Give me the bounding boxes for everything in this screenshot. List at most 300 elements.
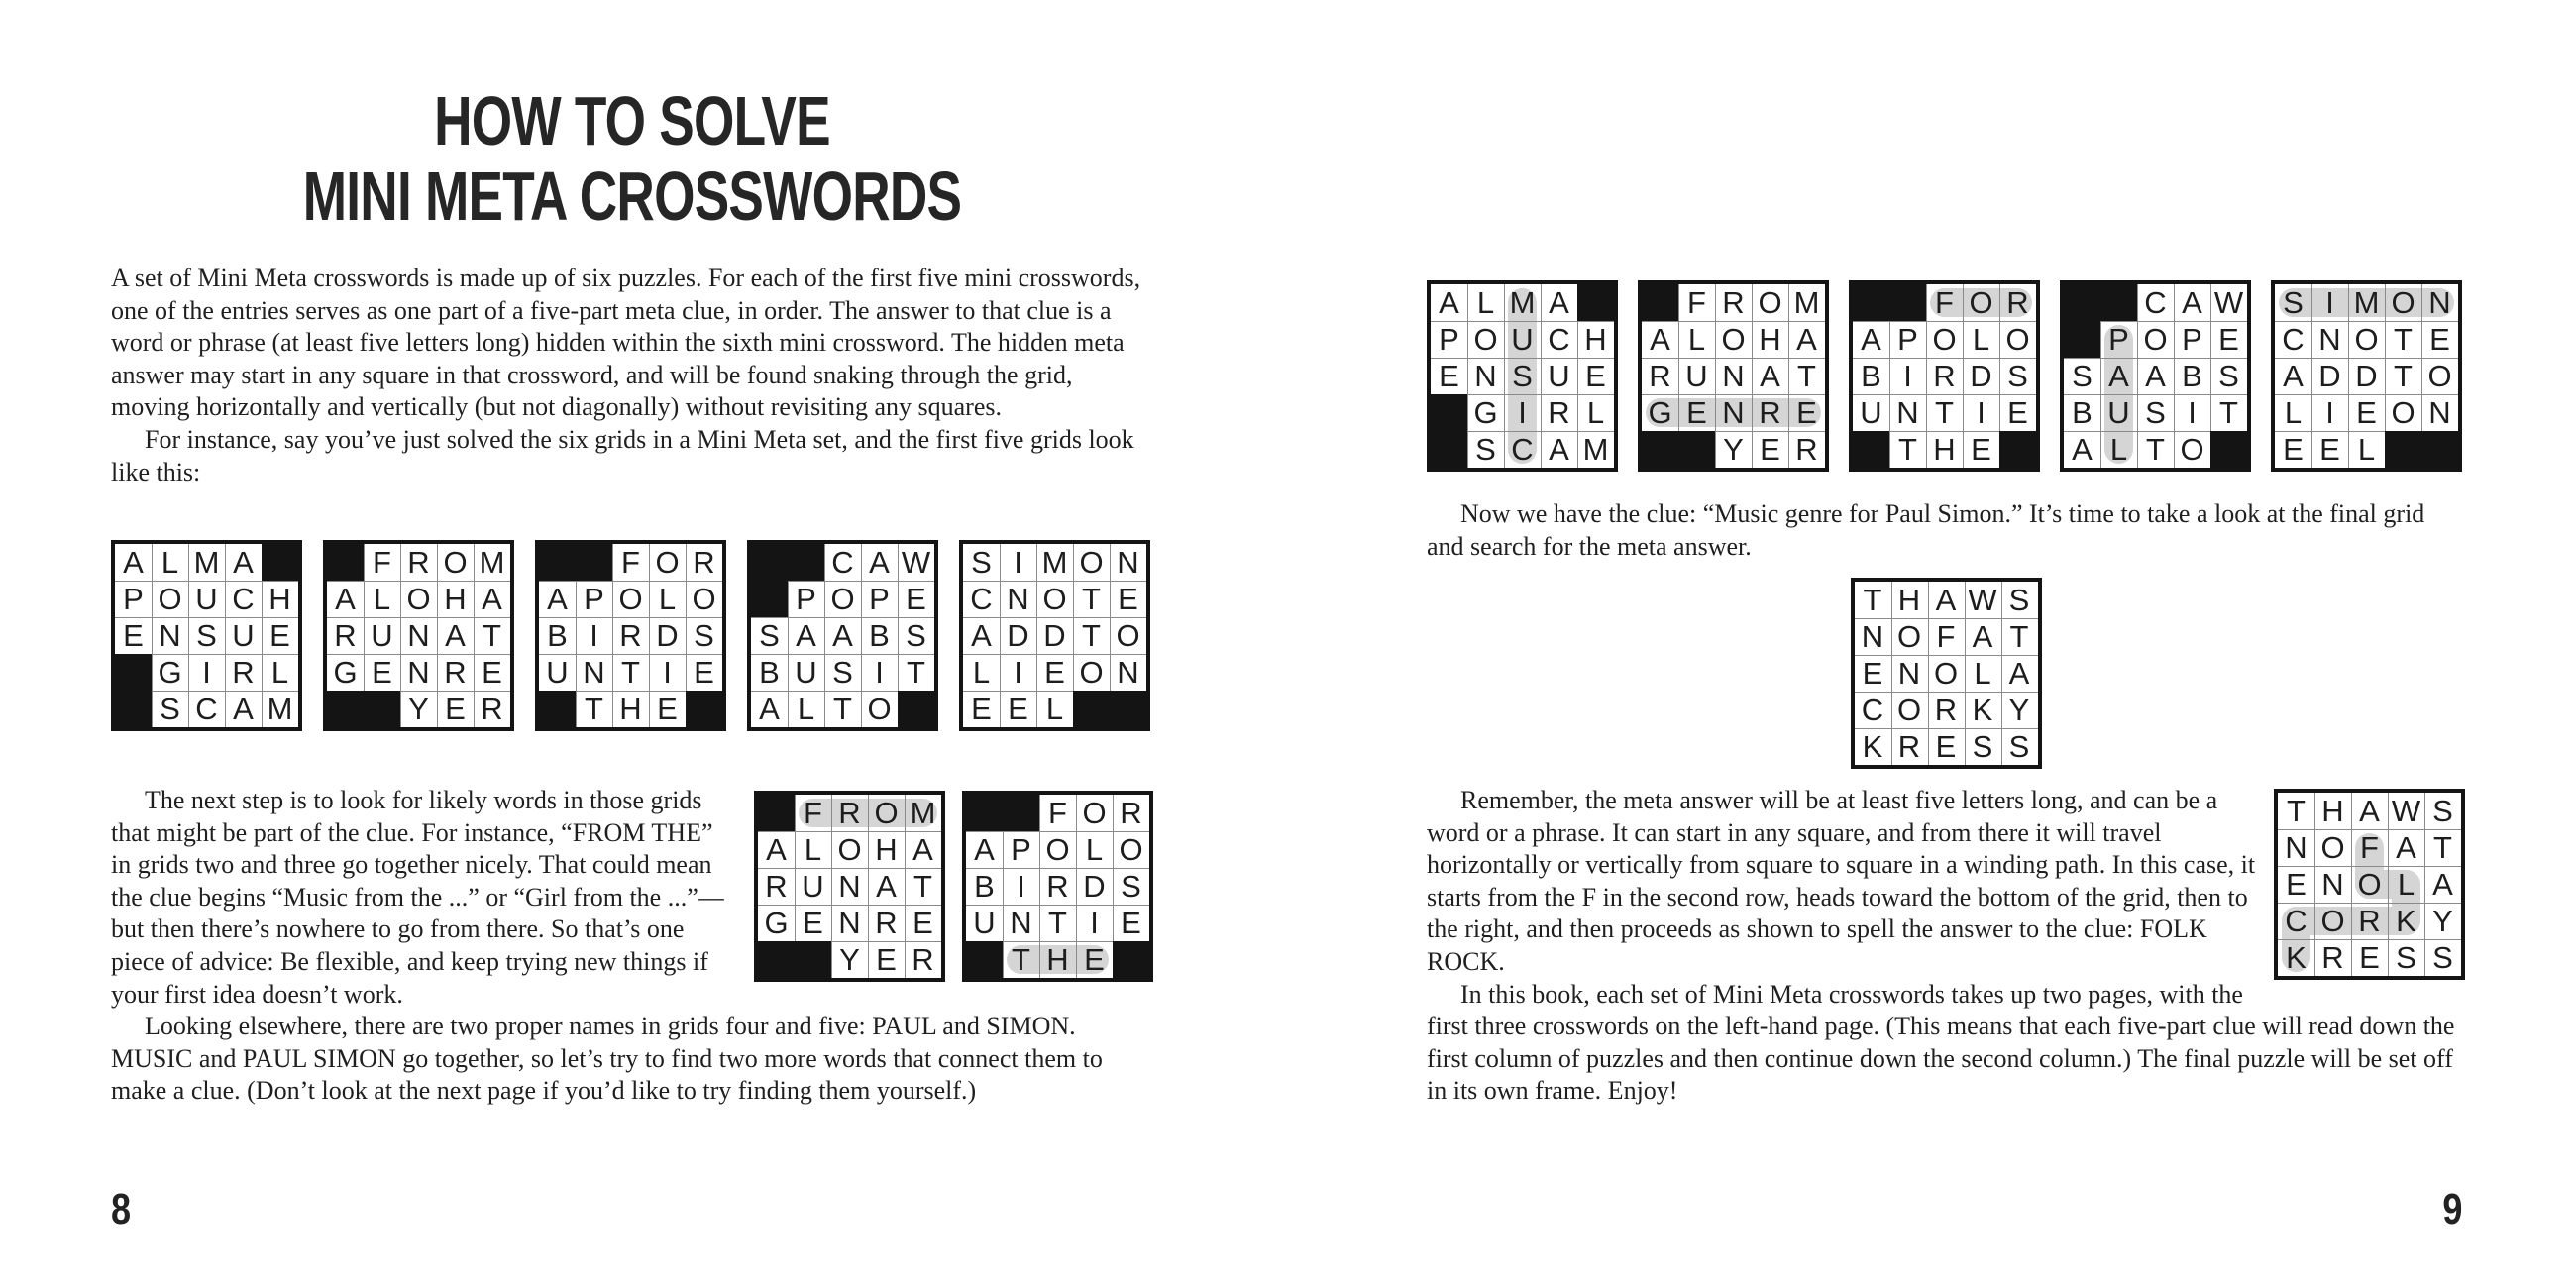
- grid-cell-letter: Y: [2008, 693, 2030, 727]
- grid-cell-letter: A: [876, 869, 897, 904]
- grid-cell-letter: E: [1121, 906, 1141, 940]
- final-grid-container: [1427, 578, 2465, 769]
- grid-cell-letter: W: [2213, 285, 2244, 320]
- grid-cell-letter: E: [445, 692, 466, 726]
- grid-cell-letter: O: [1896, 693, 1922, 727]
- grid-cell-letter: O: [2005, 322, 2030, 357]
- grid-cell-letter: A: [974, 832, 995, 867]
- grid-cell-letter: O: [1758, 285, 1782, 320]
- grid-black-square: [2210, 431, 2247, 468]
- grid-cell-letter: P: [584, 582, 604, 616]
- grid-cell-letter: P: [1439, 322, 1459, 357]
- grid-cell-letter: P: [2182, 322, 2202, 357]
- grid-cell-letter: S: [694, 618, 714, 653]
- grid-cell-letter: L: [2357, 432, 2376, 467]
- grid-cell-letter: O: [1119, 832, 1143, 867]
- grid-cell-letter: S: [2432, 794, 2453, 828]
- grid-cell-letter: Y: [408, 692, 429, 726]
- grid-cell-letter: N: [2428, 285, 2451, 320]
- grid-cell-letter: K: [2286, 940, 2307, 975]
- grid-cell-letter: T: [1048, 906, 1067, 940]
- grid-cell-letter: B: [2182, 359, 2202, 393]
- grid-cell-letter: N: [407, 618, 430, 653]
- grid-cell-letter: I: [2188, 395, 2197, 430]
- grid-cell-letter: T: [1082, 618, 1101, 653]
- grid-cell-letter: O: [1082, 796, 1107, 830]
- grid-cell-letter: E: [1796, 395, 1817, 430]
- grid-black-square: [898, 691, 934, 727]
- grid-black-square: [327, 691, 364, 727]
- crossword-grid-final-folk-rock: [2274, 789, 2465, 980]
- grid-cell-letter: N: [1861, 619, 1884, 654]
- grid-cell-letter: D: [1043, 618, 1066, 653]
- grid-cell-letter: A: [335, 582, 356, 616]
- grid-cell-letter: M: [1509, 285, 1536, 320]
- grid-cell-letter: R: [334, 618, 357, 653]
- grid-cell-letter: N: [1117, 545, 1139, 580]
- grid-cell-letter: U: [795, 655, 817, 690]
- grid-cell-letter: U: [232, 618, 255, 653]
- crossword-grid-caw-paul: [2060, 280, 2251, 472]
- grid-cell-letter: I: [2325, 395, 2334, 430]
- grid-black-square: [966, 795, 1003, 831]
- crossword-grid-for-the: [962, 791, 1153, 982]
- grid-cell-letter: M: [479, 545, 505, 580]
- next-step-paragraph: The next step is to look for likely words in those grids that might be part of the clue. For instance, “FROM THE” in grids two and three go together nicely. That could mean the clue begins “Music from the ...” or “Girl from the ...”—but then there’s nowhere to go from there. So that’s one piece of advice: Be flexible, and keep trying new things if your first idea doesn’t work.: [111, 786, 724, 1009]
- grid-black-square: [2385, 431, 2421, 468]
- grid-black-square: [1110, 691, 1146, 727]
- grid-cell-letter: A: [1935, 583, 1957, 617]
- grid-cell-letter: T: [1898, 432, 1917, 467]
- grid-black-square: [758, 795, 795, 831]
- grid-cell-letter: C: [970, 582, 993, 616]
- grid-cell-letter: S: [196, 618, 217, 653]
- grid-cell-letter: N: [838, 906, 861, 940]
- grid-cell-letter: O: [443, 545, 468, 580]
- grid-cell-letter: C: [232, 582, 255, 616]
- grid-cell-letter: O: [1116, 618, 1140, 653]
- title-line-2: MINI META CROSSWORDS: [302, 158, 962, 235]
- grid-cell-letter: R: [2358, 904, 2381, 938]
- grid-cell-letter: L: [2397, 867, 2415, 902]
- grid-cell-letter: O: [2391, 395, 2415, 430]
- grid-black-square: [364, 691, 400, 727]
- grid-cell-letter: G: [1473, 395, 1498, 430]
- clue-paragraph: Now we have the clue: “Music genre for Paul Simon.” It’s time to take a look at the final grid and search for the meta answer.: [1427, 499, 2425, 561]
- grid-cell-letter: T: [1797, 359, 1816, 393]
- grid-cell-letter: S: [906, 618, 926, 653]
- grid-cell-letter: I: [1977, 395, 1986, 430]
- grid-black-square: [115, 654, 152, 691]
- grid-cell-letter: O: [1933, 656, 1959, 691]
- grid-cell-letter: T: [907, 655, 925, 690]
- grid-cell-letter: R: [232, 655, 255, 690]
- grid-cell-letter: F: [1936, 619, 1956, 654]
- grid-cell-letter: Y: [839, 942, 860, 977]
- grid-cell-letter: S: [2008, 583, 2030, 617]
- crossword-grid-final: [1851, 578, 2042, 769]
- grid-cell-letter: E: [2356, 395, 2377, 430]
- grid-cell-letter: U: [973, 906, 996, 940]
- grid-cell-letter: K: [1972, 693, 1993, 727]
- grid-cell-letter: R: [912, 942, 934, 977]
- grid-black-square: [788, 544, 824, 581]
- grid-cell-letter: L: [1476, 285, 1495, 320]
- grid-cell-letter: A: [1549, 285, 1569, 320]
- grid-cell-letter: T: [2394, 322, 2413, 357]
- grid-black-square: [1999, 431, 2036, 468]
- for-instance-paragraph: For instance, say you’ve just solved the six grids in a Mini Meta set, and the first five grids look like this:: [111, 424, 1134, 486]
- grid-cell-letter: A: [2108, 359, 2129, 393]
- grid-cell-letter: A: [233, 692, 254, 726]
- grid-cell-letter: E: [657, 692, 678, 726]
- folk-rock-grid-container: [2274, 789, 2465, 980]
- grid-cell-letter: N: [838, 869, 861, 904]
- crossword-grid-caw: [747, 540, 938, 731]
- grid-black-square: [1431, 431, 1467, 468]
- grid-cell-letter: N: [1722, 395, 1745, 430]
- grid-cell-letter: B: [1861, 359, 1881, 393]
- grid-cell-letter: H: [1933, 432, 1956, 467]
- grid-cell-letter: W: [901, 545, 931, 580]
- grid-cell-letter: I: [1017, 869, 1025, 904]
- grid-cell-letter: H: [444, 582, 467, 616]
- grid-cell-letter: S: [2007, 359, 2028, 393]
- grid-cell-letter: F: [373, 545, 391, 580]
- grid-cell-letter: S: [2218, 359, 2239, 393]
- grid-cell-letter: G: [764, 906, 789, 940]
- grid-cell-letter: S: [971, 545, 992, 580]
- grid-cell-letter: H: [1584, 322, 1607, 357]
- grid-cell-letter: R: [1795, 432, 1818, 467]
- grid-cell-letter: H: [2321, 794, 2344, 828]
- grid-cell-letter: T: [1863, 583, 1882, 617]
- grid-cell-letter: O: [2427, 359, 2452, 393]
- grid-cell-letter: R: [765, 869, 788, 904]
- grid-cell-letter: F: [1048, 796, 1067, 830]
- grid-cell-letter: S: [2283, 285, 2304, 320]
- grid-black-square: [1678, 431, 1715, 468]
- grid-cell-letter: A: [2283, 359, 2304, 393]
- grid-cell-letter: O: [830, 582, 855, 616]
- grid-cell-letter: A: [1972, 619, 1993, 654]
- grid-cell-letter: P: [2108, 322, 2129, 357]
- grid-cell-letter: E: [1044, 655, 1065, 690]
- grid-cell-letter: R: [1649, 359, 1671, 393]
- grid-cell-letter: W: [1968, 583, 1997, 617]
- grid-cell-letter: T: [2219, 395, 2238, 430]
- grid-cell-letter: L: [972, 655, 991, 690]
- grid-black-square: [1642, 284, 1678, 321]
- grid-cell-letter: I: [590, 618, 598, 653]
- grid-cell-letter: R: [1120, 796, 1142, 830]
- grid-cell-letter: Y: [2432, 904, 2453, 938]
- crossword-grid-for: [535, 540, 726, 731]
- grid-cell-letter: E: [1008, 692, 1028, 726]
- grid-cell-letter: A: [233, 545, 254, 580]
- grid-cell-letter: I: [1090, 906, 1099, 940]
- grid-cell-letter: T: [585, 692, 603, 726]
- grid-cell-letter: A: [2359, 794, 2380, 828]
- grid-cell-letter: P: [869, 582, 890, 616]
- crossword-grid-alma-music: [1427, 280, 1618, 472]
- grid-black-square: [1003, 795, 1039, 831]
- grid-cell-letter: O: [2180, 432, 2204, 467]
- grid-cell-letter: O: [1042, 582, 1067, 616]
- grid-cell-letter: N: [1896, 395, 1919, 430]
- grid-black-square: [966, 941, 1003, 978]
- grid-cell-letter: E: [2286, 867, 2307, 902]
- grid-cell-letter: A: [1796, 322, 1817, 357]
- crossword-grid-alma: [111, 540, 302, 731]
- grid-cell-letter: A: [796, 618, 816, 653]
- grid-cell-letter: C: [1511, 432, 1534, 467]
- grid-cell-letter: A: [1650, 322, 1670, 357]
- grid-cell-letter: O: [2357, 867, 2382, 902]
- grid-black-square: [758, 941, 795, 978]
- grid-cell-letter: N: [583, 655, 605, 690]
- grid-cell-letter: C: [2144, 285, 2167, 320]
- grid-cell-letter: A: [123, 545, 144, 580]
- grid-cell-letter: P: [796, 582, 816, 616]
- clue-block: [1427, 498, 2465, 563]
- grid-cell-letter: A: [482, 582, 502, 616]
- grid-cell-letter: O: [2143, 322, 2168, 357]
- grid-cell-letter: T: [1935, 395, 1954, 430]
- grid-cell-letter: E: [1686, 395, 1707, 430]
- grid-cell-letter: H: [619, 692, 642, 726]
- grid-black-square: [1113, 941, 1149, 978]
- grid-cell-letter: E: [1118, 582, 1138, 616]
- grid-cell-letter: R: [1046, 869, 1069, 904]
- grid-cell-letter: E: [906, 582, 926, 616]
- grid-cell-letter: H: [1046, 942, 1069, 977]
- grid-cell-letter: O: [2391, 285, 2415, 320]
- grid-cell-letter: K: [1862, 729, 1883, 764]
- grid-cell-letter: R: [1548, 395, 1570, 430]
- grid-cell-letter: C: [2282, 322, 2305, 357]
- grid-cell-letter: A: [2182, 285, 2202, 320]
- grid-cell-letter: O: [1079, 545, 1104, 580]
- grid-cell-letter: C: [831, 545, 854, 580]
- grid-cell-letter: E: [1760, 432, 1780, 467]
- grid-cell-letter: U: [1511, 322, 1534, 357]
- grid-cell-letter: N: [1117, 655, 1139, 690]
- grid-cell-letter: S: [759, 618, 780, 653]
- grid-cell-letter: O: [2320, 830, 2345, 865]
- grid-cell-letter: H: [1897, 583, 1921, 617]
- crossword-grid-simon-simon: [2271, 280, 2462, 472]
- grid-cell-letter: D: [2318, 359, 2341, 393]
- grid-cell-letter: E: [971, 692, 992, 726]
- grid-cell-letter: R: [1933, 359, 1956, 393]
- grid-cell-letter: T: [1012, 942, 1030, 977]
- grid-cell-letter: T: [1082, 582, 1101, 616]
- grid-cell-letter: A: [1439, 285, 1459, 320]
- grid-cell-letter: I: [202, 655, 211, 690]
- grid-cell-letter: S: [160, 692, 180, 726]
- grid-black-square: [327, 544, 364, 581]
- grid-cell-letter: E: [1971, 432, 1991, 467]
- grid-cell-letter: M: [1041, 545, 1068, 580]
- grid-cell-letter: A: [2008, 656, 2030, 691]
- page-number-right: 9: [2441, 1185, 2462, 1234]
- grid-cell-letter: S: [2145, 395, 2166, 430]
- grid-cell-letter: O: [1969, 285, 1993, 320]
- grid-cell-letter: R: [2321, 940, 2344, 975]
- grid-cell-letter: C: [1861, 693, 1884, 727]
- grid-cell-letter: A: [445, 618, 466, 653]
- grid-black-square: [1642, 431, 1678, 468]
- grid-cell-letter: S: [1475, 432, 1496, 467]
- grid-cell-letter: B: [2072, 395, 2093, 430]
- grid-cell-letter: F: [804, 796, 822, 830]
- grid-cell-letter: U: [1685, 359, 1708, 393]
- grid-cell-letter: E: [482, 655, 502, 690]
- grid-cell-letter: S: [1121, 869, 1141, 904]
- grid-cell-letter: O: [618, 582, 643, 616]
- grid-cell-letter: R: [481, 692, 503, 726]
- grid-black-square: [751, 581, 788, 617]
- grid-cell-letter: T: [833, 692, 852, 726]
- crossword-grid-from: [323, 540, 514, 731]
- intro-paragraph: A set of Mini Meta crosswords is made up of six puzzles. For each of the first five mini crosswords, one of the entries serves as one part of a five-part meta clue, in order. The answer to that clue is a word or phrase (at least five letters long) hidden within the sixth mini crossword. The hidden meta answer may start in any square in that crossword, and will be found snaking through the grid, moving horizontally and vertically (but not diagonally) without revisiting any squares.: [111, 264, 1141, 422]
- grid-black-square: [1577, 284, 1614, 321]
- grid-cell-letter: N: [159, 618, 181, 653]
- grid-black-square: [795, 941, 831, 978]
- grid-cell-letter: A: [1760, 359, 1780, 393]
- next-step-section: [111, 785, 1153, 1108]
- grid-cell-letter: O: [1045, 832, 1070, 867]
- grid-cell-letter: S: [2008, 729, 2030, 764]
- grid-cell-letter: O: [692, 582, 716, 616]
- grid-cell-letter: I: [663, 655, 672, 690]
- grid-cell-letter: D: [2355, 359, 2378, 393]
- grid-cell-letter: A: [766, 832, 787, 867]
- page-right: [1288, 0, 2576, 1288]
- grid-cell-letter: E: [1935, 729, 1957, 764]
- grid-cell-letter: N: [1474, 359, 1497, 393]
- grid-cell-letter: Y: [1723, 432, 1744, 467]
- grid-black-square: [686, 691, 722, 727]
- grid-cell-letter: I: [1903, 359, 1912, 393]
- remember-paragraph: Remember, the meta answer will be at least five letters long, and can be a word or a phrase. It can start in any square, and from there it will travel horizontally or vertically from square to square in a winding path. In this case, it starts from the F in the second row, heads toward the bottom of the grid, then to the right, and then proceeds as shown to spell the answer to the clue: FOLK ROCK.: [1427, 786, 2256, 976]
- clue-highlight-grids-row: [1427, 280, 2462, 472]
- grid-cell-letter: A: [2396, 830, 2416, 865]
- page-title: [111, 83, 1153, 234]
- crossword-grid-from-genre: [1638, 280, 1829, 472]
- grid-cell-letter: R: [1934, 693, 1958, 727]
- grid-cell-letter: E: [1084, 942, 1105, 977]
- grid-cell-letter: N: [1007, 582, 1029, 616]
- grid-cell-letter: B: [547, 618, 568, 653]
- grid-cell-letter: I: [1518, 395, 1527, 430]
- crossword-grid-for-for: [1849, 280, 2040, 472]
- grid-cell-letter: A: [1549, 432, 1569, 467]
- grid-cell-letter: E: [269, 618, 290, 653]
- grid-cell-letter: T: [2433, 830, 2452, 865]
- grid-cell-letter: L: [1974, 656, 1991, 691]
- grid-cell-letter: G: [158, 655, 182, 690]
- grid-black-square: [2064, 284, 2100, 321]
- grid-cell-letter: L: [373, 582, 391, 616]
- grid-cell-letter: N: [2318, 322, 2341, 357]
- grid-cell-letter: E: [2319, 432, 2340, 467]
- grid-cell-letter: E: [1862, 656, 1883, 691]
- grid-cell-letter: P: [123, 582, 144, 616]
- grid-cell-letter: E: [2007, 395, 2028, 430]
- grid-cell-letter: S: [2396, 940, 2416, 975]
- grid-cell-letter: O: [2320, 904, 2345, 938]
- grid-cell-letter: I: [1014, 655, 1022, 690]
- page-number-left: 8: [111, 1185, 132, 1234]
- grid-cell-letter: N: [2428, 395, 2451, 430]
- grid-cell-letter: O: [837, 832, 862, 867]
- from-the-grid-pair: [754, 791, 1153, 982]
- grid-cell-letter: O: [867, 692, 892, 726]
- grid-cell-letter: N: [1010, 906, 1032, 940]
- grid-cell-letter: U: [546, 655, 569, 690]
- grid-cell-letter: I: [2325, 285, 2334, 320]
- grid-black-square: [1853, 284, 1889, 321]
- grid-cell-letter: O: [406, 582, 431, 616]
- grid-cell-letter: E: [2218, 322, 2239, 357]
- grid-cell-letter: K: [2396, 904, 2416, 938]
- grid-cell-letter: O: [2354, 322, 2379, 357]
- grid-cell-letter: R: [444, 655, 467, 690]
- grid-cell-letter: T: [2009, 619, 2029, 654]
- grid-cell-letter: D: [1083, 869, 1106, 904]
- grid-cell-letter: P: [1011, 832, 1031, 867]
- grid-cell-letter: O: [158, 582, 182, 616]
- grid-cell-letter: E: [2359, 940, 2380, 975]
- grid-cell-letter: E: [1439, 359, 1459, 393]
- grid-black-square: [115, 691, 152, 727]
- grid-cell-letter: U: [195, 582, 218, 616]
- grid-black-square: [539, 691, 576, 727]
- grid-cell-letter: M: [193, 545, 220, 580]
- grid-cell-letter: H: [268, 582, 291, 616]
- grid-cell-letter: L: [270, 655, 289, 690]
- grid-cell-letter: L: [797, 692, 815, 726]
- grid-cell-letter: G: [333, 655, 358, 690]
- grid-cell-letter: A: [832, 618, 853, 653]
- grid-cell-letter: U: [1860, 395, 1882, 430]
- grid-cell-letter: R: [619, 618, 642, 653]
- grid-black-square: [262, 544, 298, 581]
- grid-cell-letter: L: [1972, 322, 1990, 357]
- grid-cell-letter: U: [371, 618, 393, 653]
- grid-black-square: [576, 544, 612, 581]
- grid-cell-letter: P: [1897, 322, 1918, 357]
- grid-cell-letter: R: [1759, 395, 1781, 430]
- grid-cell-letter: A: [2072, 432, 2093, 467]
- grid-cell-letter: M: [2353, 285, 2380, 320]
- grid-cell-letter: H: [875, 832, 898, 867]
- in-this-book-paragraph: In this book, each set of Mini Meta crosswords takes up two pages, with the first three crosswords on the left-hand page. (This means that each five-part clue will read down the first column of puzzles and then continue down the second column.) The final puzzle will be set off in its own frame. Enjoy!: [1427, 979, 2455, 1106]
- grid-cell-letter: F: [2360, 830, 2379, 865]
- grid-cell-letter: C: [2285, 904, 2308, 938]
- grid-cell-letter: I: [1014, 545, 1022, 580]
- answer-section: [1427, 785, 2465, 1108]
- grid-black-square: [2421, 431, 2458, 468]
- grid-cell-letter: M: [1582, 432, 1609, 467]
- grid-cell-letter: D: [1970, 359, 1992, 393]
- grid-cell-letter: T: [2287, 794, 2306, 828]
- grid-black-square: [2064, 321, 2100, 358]
- grid-cell-letter: R: [1897, 729, 1921, 764]
- grid-cell-letter: G: [1648, 395, 1672, 430]
